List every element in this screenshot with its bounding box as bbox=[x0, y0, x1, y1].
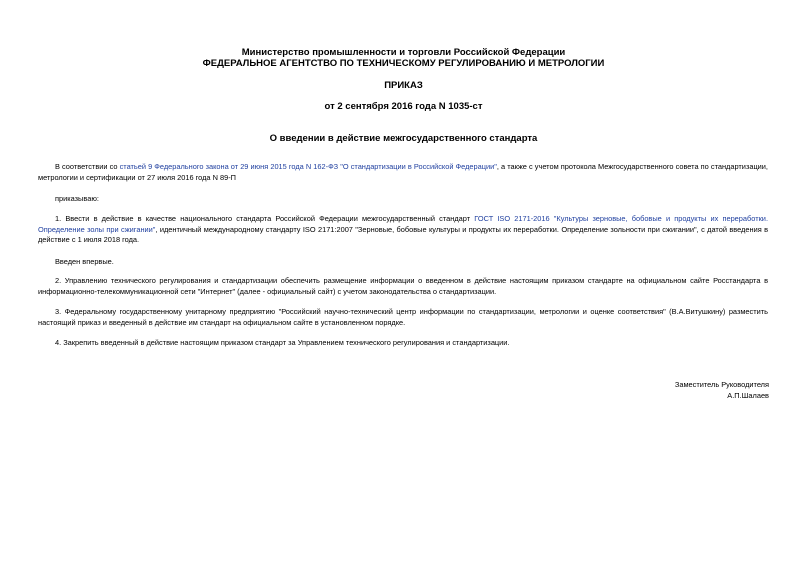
doc-type-heading: ПРИКАЗ bbox=[384, 80, 423, 91]
ministry-heading: Министерство промышленности и торговли Российской Федерации bbox=[241, 47, 566, 58]
date-number-heading: от 2 сентября 2016 года N 1035-ст bbox=[324, 101, 483, 112]
paragraph-text: 1. Ввести в действие в качестве национального стандарта Российской Федерации межгосударственный стандарт bbox=[55, 214, 475, 223]
paragraph-legal-basis bbox=[38, 162, 768, 183]
standard-link[interactable]: ГОСТ ISO 2171-2016 "Культуры зерновые, бобовые и продукты их переработки. Определение золы при сжигании" bbox=[38, 214, 768, 234]
signature-title: Заместитель Руководителя bbox=[674, 380, 769, 389]
signature-name: А.П.Шалаев bbox=[727, 391, 769, 400]
paragraph-item-1 bbox=[38, 214, 768, 246]
paragraph-text: В соответствии со bbox=[55, 162, 120, 171]
paragraph-item-2: 2. Управлению технического регулирования и стандартизации обеспечить размещение информации о введенном в действие настоящим приказом стандарте на официальном сайте Росстандарта в информационно-телекоммуникационной сети "Интернет" (далее - официальный сайт) с учетом законодательства о стандартизации. bbox=[38, 276, 768, 296]
paragraph-text: , а также с учетом протокола Межгосударственного совета по стандартизации, метрологии и сертификации от 27 июля 2016 года N 89-П bbox=[38, 162, 768, 182]
paragraph-item-4: 4. Закрепить введенный в действие настоящим приказом стандарт за Управлением технического регулирования и стандартизации. bbox=[55, 338, 510, 347]
agency-heading: ФЕДЕРАЛЬНОЕ АГЕНТСТВО ПО ТЕХНИЧЕСКОМУ РЕГУЛИРОВАНИЮ И МЕТРОЛОГИИ bbox=[202, 58, 605, 69]
paragraph-introduced: Введен впервые. bbox=[55, 257, 114, 266]
law-link[interactable]: статьей 9 Федерального закона от 29 июня 2015 года N 162-ФЗ "О стандартизации в Российской Федерации" bbox=[119, 162, 497, 171]
paragraph-item-3: 3. Федеральному государственному унитарному предприятию "Российский научно-технический центр информации по стандартизации, метрологии и оценке соответствия" (В.А.Витушкину) разместить настоящий приказ и введенный в действие им стандарт на официальном сайте в установленном порядке. bbox=[38, 307, 768, 327]
paragraph-order: приказываю: bbox=[55, 194, 99, 203]
subject-heading: О введении в действие межгосударственного стандарта bbox=[269, 133, 538, 144]
paragraph-text: , идентичный международному стандарту ISO 2171:2007 "Зерновые, бобовые культуры и продукты их переработки. Определение зольности при сжигании", с датой введения в действие с 1 июля 2018 года. bbox=[38, 224, 768, 244]
